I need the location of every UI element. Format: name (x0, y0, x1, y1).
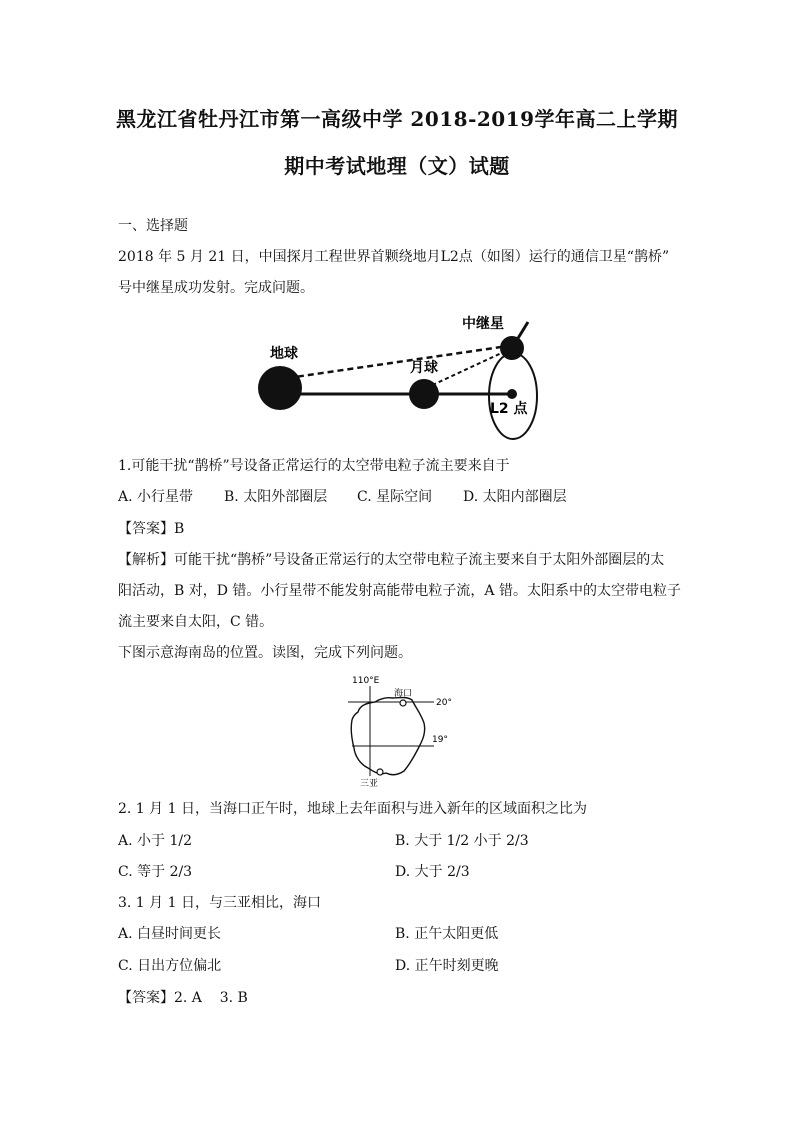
q3-stem: 3. 1 月 1 日，与三亚相比，海口 (118, 895, 321, 911)
q1-option-b: B. 太阳外部圈层 (224, 489, 328, 505)
l2-label: L2 点 (490, 401, 528, 417)
relay-label: 中继星 (462, 316, 504, 332)
earth-label: 地球 (270, 346, 298, 362)
intro-paragraph-2: 下图示意海南岛的位置。读图，完成下列问题。 (118, 645, 412, 661)
longitude-label: 110°E (352, 676, 380, 686)
q2-q3-answer: 【答案】2. A 3. B (118, 990, 248, 1006)
intro-line: 2018 年 5 月 21 日，中国探月工程世界首颗绕地月L2点（如图）运行的通信卫星“鹊桥” (118, 249, 670, 265)
sanya-marker (377, 769, 383, 775)
q1-analysis (118, 545, 681, 638)
q3-option-c: C. 日出方位偏北 (118, 958, 222, 974)
q1-answer: 【答案】B (118, 521, 185, 537)
lat19-label: 19° (432, 735, 448, 745)
analysis-line: 【解析】可能干扰“鹊桥”号设备正常运行的太空带电粒子流主要来自于太阳外部圈层的太 (118, 552, 665, 568)
intro-line: 号中继星成功发射。完成问题。 (118, 280, 314, 296)
q2-option-d: D. 大于 2/3 (395, 864, 470, 880)
q1-option-c: C. 星际空间 (357, 489, 433, 505)
q2-stem: 2. 1 月 1 日，当海口正午时，地球上去年面积与进入新年的区域面积之比为 (118, 801, 587, 817)
moon-disc (409, 379, 439, 409)
analysis-line: 流主要来自太阳，C 错。 (118, 614, 274, 630)
haikou-label: 海口 (394, 689, 413, 699)
q1-option-d: D. 太阳内部圈层 (463, 489, 567, 505)
q1-option-a: A. 小行星带 (118, 489, 194, 505)
analysis-line: 阳活动，B 对，D 错。小行星带不能发射高能带电粒子流，A 错。太阳系中的太空带电粒子 (118, 583, 681, 599)
earth-relay-dashed (288, 346, 508, 378)
q3-option-a: A. 白昼时间更长 (118, 926, 222, 942)
moon-label: 月球 (410, 360, 438, 376)
lat20-label: 20° (436, 698, 452, 708)
q2-option-b: B. 大于 1/2 小于 2/3 (395, 833, 529, 849)
figure-hainan-map (330, 672, 470, 790)
figure-earth-moon-l2 (250, 308, 550, 443)
q2-option-a: A. 小于 1/2 (118, 833, 192, 849)
hainan-outline (351, 698, 424, 775)
q3-option-b: B. 正午太阳更低 (395, 926, 499, 942)
intro-paragraph-1 (118, 242, 678, 304)
l2-point-dot (507, 389, 517, 399)
title-line-1: 黑龙江省牡丹江市第一高级中学 2018-2019学年高二上学期 (115, 107, 679, 131)
q3-option-d: D. 正午时刻更晚 (395, 958, 499, 974)
sanya-label: 三亚 (360, 779, 379, 789)
section-heading: 一、选择题 (118, 218, 188, 234)
q2-option-c: C. 等于 2/3 (118, 864, 193, 880)
haikou-marker (400, 700, 406, 706)
q1-stem: 1.可能干扰“鹊桥”号设备正常运行的太空带电粒子流主要来自于 (118, 458, 510, 474)
title-line-2: 期中考试地理（文）试题 (284, 154, 510, 178)
earth-disc (258, 366, 302, 410)
